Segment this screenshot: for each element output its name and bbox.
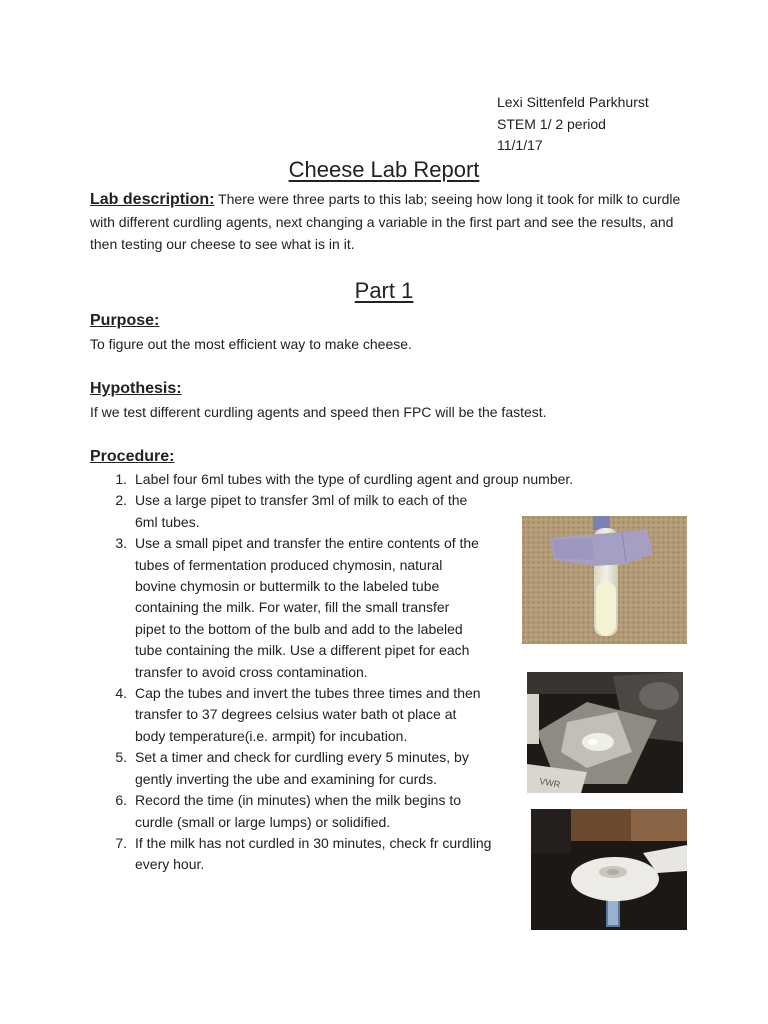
report-date: 11/1/17 [497,137,543,153]
photo-test-tube [522,516,687,644]
procedure-step-number: 1. [115,471,127,487]
procedure-step-line: Use a large pipet to transfer 3ml of milk to each of the [135,492,468,509]
hypothesis-text: If we test different curdling agents and speed then FPC will be the fastest. [90,404,547,420]
procedure-step-line: transfer to 37 degrees celsius water bath ot place at [135,706,457,723]
photo-scale [527,672,683,793]
procedure-step-number: 2. [115,492,127,509]
photo-filter-paper [531,809,687,930]
procedure-step-line: every hour. [135,856,205,873]
procedure-step-text [135,469,630,490]
lab-description-text: There were three parts to this lab; seeing how long it took for milk to curdle with different curdling agents, next changing a variable in the first part and see the results, and then testing our cheese to see what is in it. [90,191,681,252]
procedure-step-line: tube containing the milk. Use a different pipet for each [135,642,470,659]
part-title: Part 1 [354,278,414,303]
procedure-step-line: 6ml tubes. [135,513,200,530]
procedure-step-line: gently inverting the ube and examining for curds. [135,770,437,787]
procedure-step-line: curdle (small or large lumps) or solidified. [135,813,391,830]
filter-paper-image [531,809,687,930]
procedure-step-line: body temperature(i.e. armpit) for incubation. [135,727,408,744]
author-block [497,92,649,157]
procedure-step-line: bovine chymosin or buttermilk to the labeled tube [135,578,440,595]
purpose-text: To figure out the most efficient way to make cheese. [90,336,412,352]
svg-text:VWR: VWR [538,776,562,790]
procedure-step [90,469,630,490]
author-name: Lexi Sittenfeld Parkhurst [497,94,649,110]
procedure-step-line: tubes of fermentation produced chymosin, natural [135,556,443,573]
hypothesis-heading: Hypothesis: [90,380,182,397]
procedure-step-number: 7. [115,834,127,851]
page-title: Cheese Lab Report [288,157,480,182]
procedure-step-line: containing the milk. For water, fill the small transfer [135,599,450,616]
procedure-step-number: 5. [115,749,127,766]
lab-description-label: Lab description: [90,191,215,208]
procedure-step-line: pipet to the bottom of the bulb and add to the labeled [135,620,463,637]
procedure-step-number: 6. [115,792,127,809]
procedure-step-number: 3. [115,535,127,552]
procedure-step-line: If the milk has not curdled in 30 minutes, check fr curdling [135,834,492,851]
test-tube-image [522,516,687,644]
procedure-heading: Procedure: [90,448,175,465]
scale-image [527,672,683,793]
procedure-step-line: Set a timer and check for curdling every 5 minutes, by [135,749,469,766]
procedure-step-line: Use a small pipet and transfer the entire contents of the [135,535,479,552]
lab-description [90,188,690,255]
procedure-step-line: transfer to avoid cross contamination. [135,663,368,680]
procedure-step-number: 4. [115,685,127,702]
procedure-step-line: Record the time (in minutes) when the milk begins to [135,792,462,809]
purpose-heading: Purpose: [90,312,160,329]
class-period: STEM 1/ 2 period [497,115,606,132]
procedure-step-line: Label four 6ml tubes with the type of curdling agent and group number. [135,471,574,487]
procedure-step-line: Cap the tubes and invert the tubes three times and then [135,685,481,702]
